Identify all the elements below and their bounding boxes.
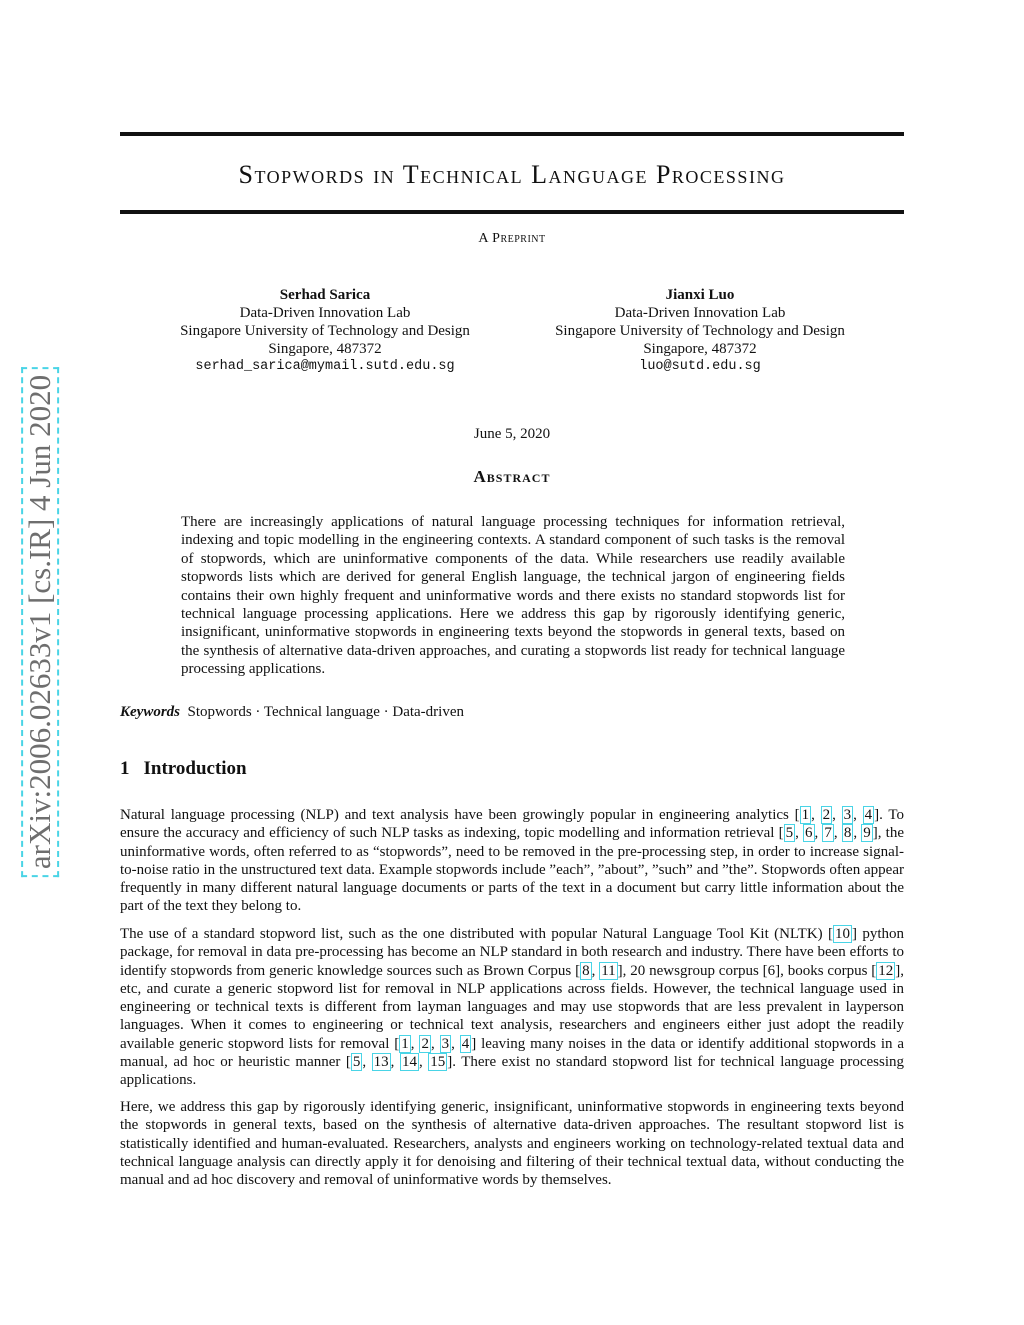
- title-rule-top: [120, 132, 904, 136]
- section-number: 1: [120, 758, 130, 779]
- author-block: [520, 286, 880, 376]
- section-heading: [120, 758, 247, 780]
- author-location: Singapore, 487372: [643, 341, 757, 357]
- citation-link[interactable]: 7: [824, 825, 832, 842]
- citation-link[interactable]: 5: [785, 825, 794, 842]
- section-title: Introduction: [143, 758, 247, 779]
- citation-link[interactable]: 15: [430, 1054, 446, 1071]
- citation-link[interactable]: 8: [582, 962, 590, 979]
- citation-link[interactable]: 2: [822, 807, 831, 823]
- citation-link[interactable]: 8: [843, 825, 852, 842]
- citation-link[interactable]: 5: [352, 1054, 361, 1071]
- citation-link[interactable]: 11: [601, 962, 616, 979]
- body-paragraph: Here, we address this gap by rigorously identifying generic, insignificant, uninformative stopwords in engineering texts beyond the stopwords in general texts, based on the synthesis of alternative data-driven approaches. The resultant stopword list is statistically identified and human-evaluated. Researchers, analysts and engineers working on technology-related textual data and technical language analysis can directly apply it for denoising and filtering of their technical textual data, without conducting the manual and ad hoc discovery and removal of uninformative words by themselves.: [120, 1099, 904, 1189]
- citation-link[interactable]: 1: [801, 807, 810, 823]
- author-lab: Data-Driven Innovation Lab: [614, 305, 786, 321]
- abstract-text: There are increasingly applications of natural language processing techniques for information retrieval, indexing and topic modelling in the engineering contexts. A standard component of such tasks is the removal of stopwords, which are uninformative components of the data. While researchers use readily available stopwords lists which are derived for general English language, the technical jargon of engineering fields contains their own highly frequent and uninformative words and there exists no standard stopwords list for technical language processing applications. Here we address this gap by rigorously identifying generic, insignificant, uninformative stopwords in engineering texts beyond the stopwords in general texts, based on the synthesis of alternative data-driven approaches, and curating a stopwords list ready for technical language processing applications.: [181, 514, 845, 678]
- author-name: Jianxi Luo: [665, 287, 735, 303]
- preprint-label: A Preprint: [478, 231, 546, 246]
- citation-link[interactable]: 3: [843, 807, 852, 823]
- body-paragraph: The use of a standard stopword list, such as the one distributed with popular Natural Language Tool Kit (NLTK) [ 10 ] python package, for removal in data pre-processing has become an NLP standard in both research and industry. There have been efforts to identify stopwords from generic knowledge sources such as Brown Corpus [ 8 , 11 ], 20 newsgroup corpus [6], books corpus [ 12 ], etc, and curate a generic stopword list for removal in NLP applications across fields. However, the technical language used in engineering or technical texts is different from layman languages and may use stopwords that are less prevalent in layperson languages. When it comes to engineering or technical text analysis, researchers and engineers either just adopt the readily available generic stopword lists for removal [ 1 , 2 , 3 , 4 ] leaving many noises in the data or identify additional stopwords in a manual, ad hoc or heuristic manner [ 5 , 13 , 14 , 15 ]. There exist no standard stopword list for technical language processing applications.: [120, 926, 905, 1089]
- citation-link[interactable]: 4: [461, 1035, 470, 1052]
- abstract-heading: Abstract: [473, 467, 551, 486]
- title-rule-bottom: [120, 210, 904, 214]
- citation-link[interactable]: 13: [373, 1054, 389, 1071]
- body-paragraph: Natural language processing (NLP) and text analysis have been growingly popular in engineering analytics [ 1 , 2 , 3 , 4 ]. To ensure the accuracy and efficiency of such NLP tasks as indexing, topic modelling and information retrieval [ 5 , 6 , 7 , 8 , 9 ], the uninformative words, often referred to as “stopwords”, need to be removed in the pre-processing step, in order to increase signal-to-noise ratio in the unstructured text data. Example stopwords include ”each”, ”about”, ”such” and ”the”. Stopwords often appear frequently in many different natural language documents or parts of the text in a document but carry little information about the part of the text they belong to.: [120, 807, 905, 915]
- author-location: Singapore, 487372: [268, 341, 382, 357]
- author-email[interactable]: serhad_sarica@mymail.sutd.edu.sg: [195, 359, 455, 374]
- citation-link[interactable]: 3: [441, 1035, 450, 1052]
- citation-link[interactable]: 1: [401, 1035, 409, 1052]
- author-university: Singapore University of Technology and Design: [180, 323, 470, 339]
- citation-link[interactable]: 14: [401, 1054, 417, 1071]
- citation-link[interactable]: 12: [878, 962, 894, 979]
- author-university: Singapore University of Technology and Design: [555, 323, 845, 339]
- citation-link[interactable]: 10: [835, 926, 850, 942]
- citation-link[interactable]: 9: [863, 825, 871, 842]
- author-name: Serhad Sarica: [279, 287, 371, 303]
- publication-date: June 5, 2020: [473, 426, 551, 442]
- citation-link[interactable]: 4: [864, 807, 873, 823]
- paper-title: Stopwords in Technical Language Processing: [238, 160, 786, 189]
- keywords-list: Stopwords · Technical language · Data-driven: [187, 704, 464, 720]
- arxiv-identifier-text[interactable]: arXiv:2006.02633v1 [cs.IR] 4 Jun 2020: [21, 367, 59, 877]
- author-lab: Data-Driven Innovation Lab: [239, 305, 411, 321]
- arxiv-identifier-sidebar: [20, 342, 60, 902]
- keywords-label: Keywords: [120, 704, 180, 720]
- author-email[interactable]: luo@sutd.edu.sg: [639, 359, 761, 374]
- keywords-line: [120, 704, 904, 721]
- author-block: [145, 286, 505, 376]
- citation-link[interactable]: 2: [421, 1035, 429, 1052]
- citation-link[interactable]: 6: [805, 825, 813, 842]
